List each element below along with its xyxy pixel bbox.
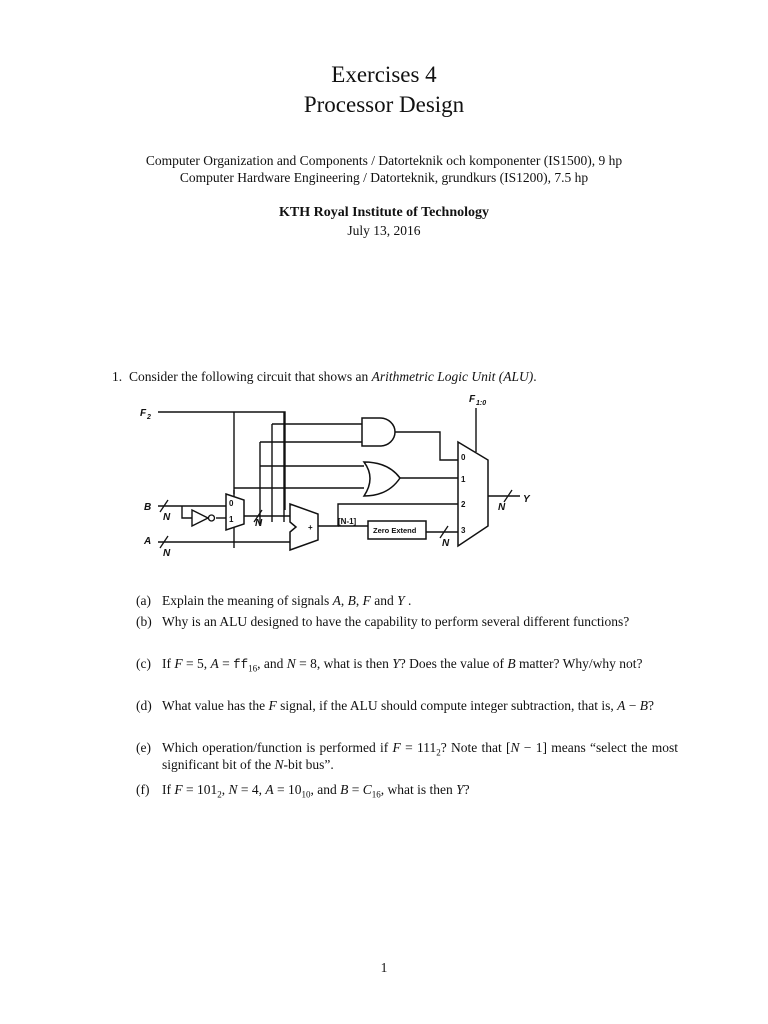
page-number: 1 [380, 960, 388, 975]
label-n-mux2: N [255, 518, 263, 529]
question-intro-emphasis: Arithmetric Logic Unit (ALU) [371, 369, 534, 384]
subquestion-label: (d) [136, 698, 152, 713]
subquestion-text: Which operation/function is performed if $F = 111_2$? Note that [N − 1] means “select the most significant bit of the N-bit bus”. [162, 740, 678, 772]
f2-wire [158, 412, 285, 510]
document-date: July 13, 2016 [347, 223, 421, 238]
subquestion-text: If F = 5, $A = ff_{16}$, and N = 8, what is then Y? Does the value of B matter? Why/why not? [162, 656, 643, 674]
subquestion-text: Why is an ALU designed to have the capability to perform several different functions? [162, 614, 630, 629]
subquestion-text: Explain the meaning of signals A, B, F and Y . [162, 593, 412, 608]
subquestion-label: (c) [136, 656, 151, 671]
subquestion-b [136, 613, 678, 630]
subquestion-label: (a) [136, 593, 151, 608]
subquestion-a [136, 592, 678, 609]
mux2-in-0: 0 [229, 499, 234, 508]
subquestion-c [136, 655, 678, 674]
course-line-2: Computer Hardware Engineering / Datorteknik, grundkurs (IS1200), 7.5 hp [179, 170, 589, 185]
label-n-b: N [163, 512, 171, 523]
subquestion-label: (e) [136, 740, 151, 755]
mux4-in-1: 1 [461, 475, 466, 484]
subquestion-e [136, 739, 678, 773]
adder-plus: + [308, 523, 313, 532]
b-inverter-wire [182, 506, 192, 518]
label-n-y: N [498, 502, 506, 513]
subquestion-text: What value has the F signal, if the ALU should compute integer subtraction, that is, A − B? [162, 698, 655, 713]
subquestion-label: (f) [136, 782, 150, 797]
label-a: A [144, 536, 152, 547]
inverter-bubble [209, 515, 215, 521]
or-gate [364, 462, 400, 496]
label-f2: F [140, 408, 147, 419]
zero-extend-label: Zero Extend [373, 526, 417, 535]
label-f2-sub: 2 [147, 414, 151, 421]
subquestion-label: (b) [136, 614, 152, 629]
label-y: Y [523, 494, 530, 505]
inverter-gate [192, 510, 208, 526]
label-b: B [144, 502, 152, 513]
question-number: 1. [112, 369, 123, 384]
label-f10: F [469, 394, 476, 405]
mux4-in-2: 2 [461, 500, 466, 509]
institution-name: KTH Royal Institute of Technology [278, 205, 490, 220]
course-line-1: Computer Organization and Components / Datorteknik och komponenter (IS1500), 9 hp [145, 153, 623, 168]
subquestion-d [136, 697, 678, 714]
question-intro-text: Consider the following circuit that shows an [129, 369, 372, 384]
subquestion-f [136, 781, 678, 798]
question-intro-suffix: . [533, 369, 537, 384]
msb-label: [N-1] [338, 517, 357, 526]
label-f10-sub: 1:0 [476, 400, 487, 407]
document-subtitle: Processor Design [303, 92, 465, 117]
document-title: Exercises 4 [331, 62, 437, 87]
label-n-ze: N [442, 538, 450, 549]
mux4-in-0: 0 [461, 453, 466, 462]
adder-block [290, 504, 318, 550]
subquestion-text: If $F = 101_2$, N = 4, $A = 10_{10}$, and $B = C_{16}$, what is then Y? [162, 782, 470, 800]
mux2-in-1: 1 [229, 515, 234, 524]
and-gate [362, 418, 395, 446]
mux4-in-3: 3 [461, 526, 466, 535]
label-n-a: N [163, 548, 171, 559]
and-output [395, 432, 458, 460]
